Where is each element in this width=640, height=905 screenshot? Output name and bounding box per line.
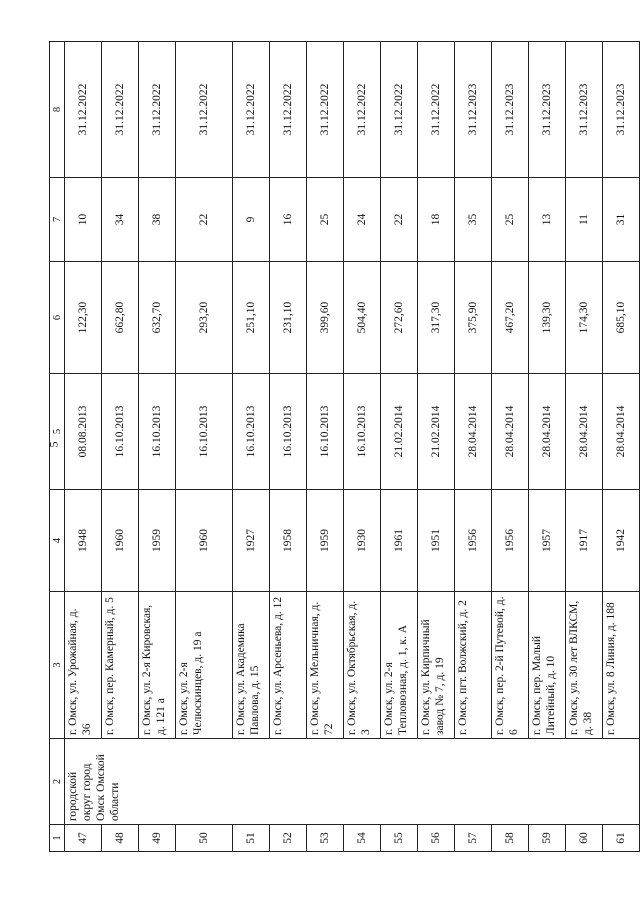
area-cell: 685,10 [603,262,640,374]
table-row [381,42,418,852]
date-cell: 28.04.2014 [603,374,640,490]
header-cell: 2 [50,739,65,825]
date-cell: 21.02.2014 [381,374,418,490]
deadline-cell: 31.12.2023 [529,42,566,178]
table-row [270,42,307,852]
address-cell: г. Омск, пер. 2-й Путевой, д. 6 [492,592,529,739]
address-cell: г. Омск, ул. Мельничная, д. 72 [307,592,344,739]
year-cell: 1927 [233,490,270,592]
header-cell: 1 [50,825,65,852]
address-cell: г. Омск, ул. Урожайная, д. 36 [65,592,102,739]
table-row [139,42,176,852]
residents-cell: 9 [233,178,270,262]
residents-cell: 24 [344,178,381,262]
area-cell: 632,70 [139,262,176,374]
address-cell: г. Омск, ул. 2-я Тепловозная, д. 1, к. А [381,592,418,739]
table-row [102,42,139,852]
address-cell: г. Омск, пер. Камерный, д. 5 [102,592,139,739]
year-cell: 1948 [65,490,102,592]
deadline-cell: 31.12.2022 [65,42,102,178]
deadline-cell: 31.12.2022 [233,42,270,178]
year-cell: 1959 [139,490,176,592]
area-cell: 251,10 [233,262,270,374]
residents-cell: 25 [307,178,344,262]
table-row [566,42,603,852]
residents-cell: 25 [492,178,529,262]
date-cell: 28.04.2014 [529,374,566,490]
residents-cell: 18 [418,178,455,262]
table-row [344,42,381,852]
year-cell: 1960 [102,490,139,592]
table-row [603,42,640,852]
address-cell: г. Омск, ул. Академика Павлова, д. 15 [233,592,270,739]
row-number: 55 [381,825,418,852]
header-cell: 4 [50,490,65,592]
year-cell: 1930 [344,490,381,592]
residents-cell: 35 [455,178,492,262]
table-row [418,42,455,852]
row-number: 48 [102,825,139,852]
year-cell: 1956 [492,490,529,592]
residents-cell: 22 [381,178,418,262]
address-cell: г. Омск, ул. Кирпичный завод № 7, д. 19 [418,592,455,739]
residents-cell: 13 [529,178,566,262]
residents-cell: 38 [139,178,176,262]
header-cell: 7 [50,178,65,262]
year-cell: 1951 [418,490,455,592]
date-cell: 16.10.2013 [102,374,139,490]
date-cell: 21.02.2014 [418,374,455,490]
area-cell: 174,30 [566,262,603,374]
header-cell: 5 [50,374,65,490]
date-cell: 16.10.2013 [139,374,176,490]
area-cell: 272,60 [381,262,418,374]
area-cell: 139,30 [529,262,566,374]
deadline-cell: 31.12.2022 [381,42,418,178]
date-cell: 08.08.2013 [65,374,102,490]
header-cell: 8 [50,42,65,178]
deadline-cell: 31.12.2023 [603,42,640,178]
header-row [50,42,65,852]
table-container [46,42,627,852]
deadline-cell: 31.12.2023 [455,42,492,178]
year-cell: 1956 [455,490,492,592]
deadline-cell: 31.12.2022 [344,42,381,178]
date-cell: 16.10.2013 [344,374,381,490]
deadline-cell: 31.12.2022 [139,42,176,178]
date-cell: 28.04.2014 [492,374,529,490]
table-row [233,42,270,852]
row-number: 54 [344,825,381,852]
address-cell: г. Омск, ул. Арсеньева, д. 12 [270,592,307,739]
housing-table [46,41,640,852]
year-cell: 1917 [566,490,603,592]
deadline-cell: 31.12.2023 [492,42,529,178]
deadline-cell: 31.12.2022 [418,42,455,178]
date-cell: 28.04.2014 [455,374,492,490]
deadline-cell: 31.12.2023 [566,42,603,178]
area-cell: 467,20 [492,262,529,374]
address-cell: г. Омск, пер. Малый Литейный, д. 10 [529,592,566,739]
row-number: 57 [455,825,492,852]
table-row [307,42,344,852]
table-row [529,42,566,852]
year-cell: 1942 [603,490,640,592]
area-cell: 504,40 [344,262,381,374]
deadline-cell: 31.12.2022 [102,42,139,178]
date-cell: 28.04.2014 [566,374,603,490]
residents-cell: 22 [176,178,233,262]
year-cell: 1961 [381,490,418,592]
residents-cell: 31 [603,178,640,262]
residents-cell: 10 [65,178,102,262]
address-cell: г. Омск, ул. 2-я Челюскинцев, д. 19 а [176,592,233,739]
address-cell: г. Омск, ул. 8 Линия, д. 188 [603,592,640,739]
area-cell: 662,80 [102,262,139,374]
date-cell: 16.10.2013 [307,374,344,490]
residents-cell: 16 [270,178,307,262]
residents-cell: 11 [566,178,603,262]
row-number: 53 [307,825,344,852]
row-number: 51 [233,825,270,852]
deadline-cell: 31.12.2022 [270,42,307,178]
page-number: 5 [46,441,61,448]
year-cell: 1958 [270,490,307,592]
area-cell: 293,20 [176,262,233,374]
deadline-cell: 31.12.2022 [307,42,344,178]
row-number: 61 [603,825,640,852]
table-row [455,42,492,852]
date-cell: 16.10.2013 [270,374,307,490]
address-cell: г. Омск, ул. 30 лет ВЛКСМ, д. 38 [566,592,603,739]
address-cell: г. Омск, ул. 2-я Кировская, д. 121 а [139,592,176,739]
area-cell: 122,30 [65,262,102,374]
row-number: 59 [529,825,566,852]
year-cell: 1960 [176,490,233,592]
year-cell: 1957 [529,490,566,592]
municipality-cell: городской округ город Омск Омской области [65,739,640,825]
row-number: 49 [139,825,176,852]
area-cell: 375,90 [455,262,492,374]
row-number: 47 [65,825,102,852]
year-cell: 1959 [307,490,344,592]
row-number: 56 [418,825,455,852]
table-row [65,42,102,852]
header-cell: 3 [50,592,65,739]
date-cell: 16.10.2013 [176,374,233,490]
address-cell: г. Омск, пгт. Волжский, д. 2 [455,592,492,739]
address-cell: г. Омск, ул. Октябрьская, д. 3 [344,592,381,739]
area-cell: 317,30 [418,262,455,374]
deadline-cell: 31.12.2022 [176,42,233,178]
row-number: 60 [566,825,603,852]
residents-cell: 34 [102,178,139,262]
table-row [492,42,529,852]
row-number: 52 [270,825,307,852]
row-number: 58 [492,825,529,852]
header-cell: 6 [50,262,65,374]
date-cell: 16.10.2013 [233,374,270,490]
table-row [176,42,233,852]
row-number: 50 [176,825,233,852]
area-cell: 399,60 [307,262,344,374]
area-cell: 231,10 [270,262,307,374]
table-body [65,42,640,852]
